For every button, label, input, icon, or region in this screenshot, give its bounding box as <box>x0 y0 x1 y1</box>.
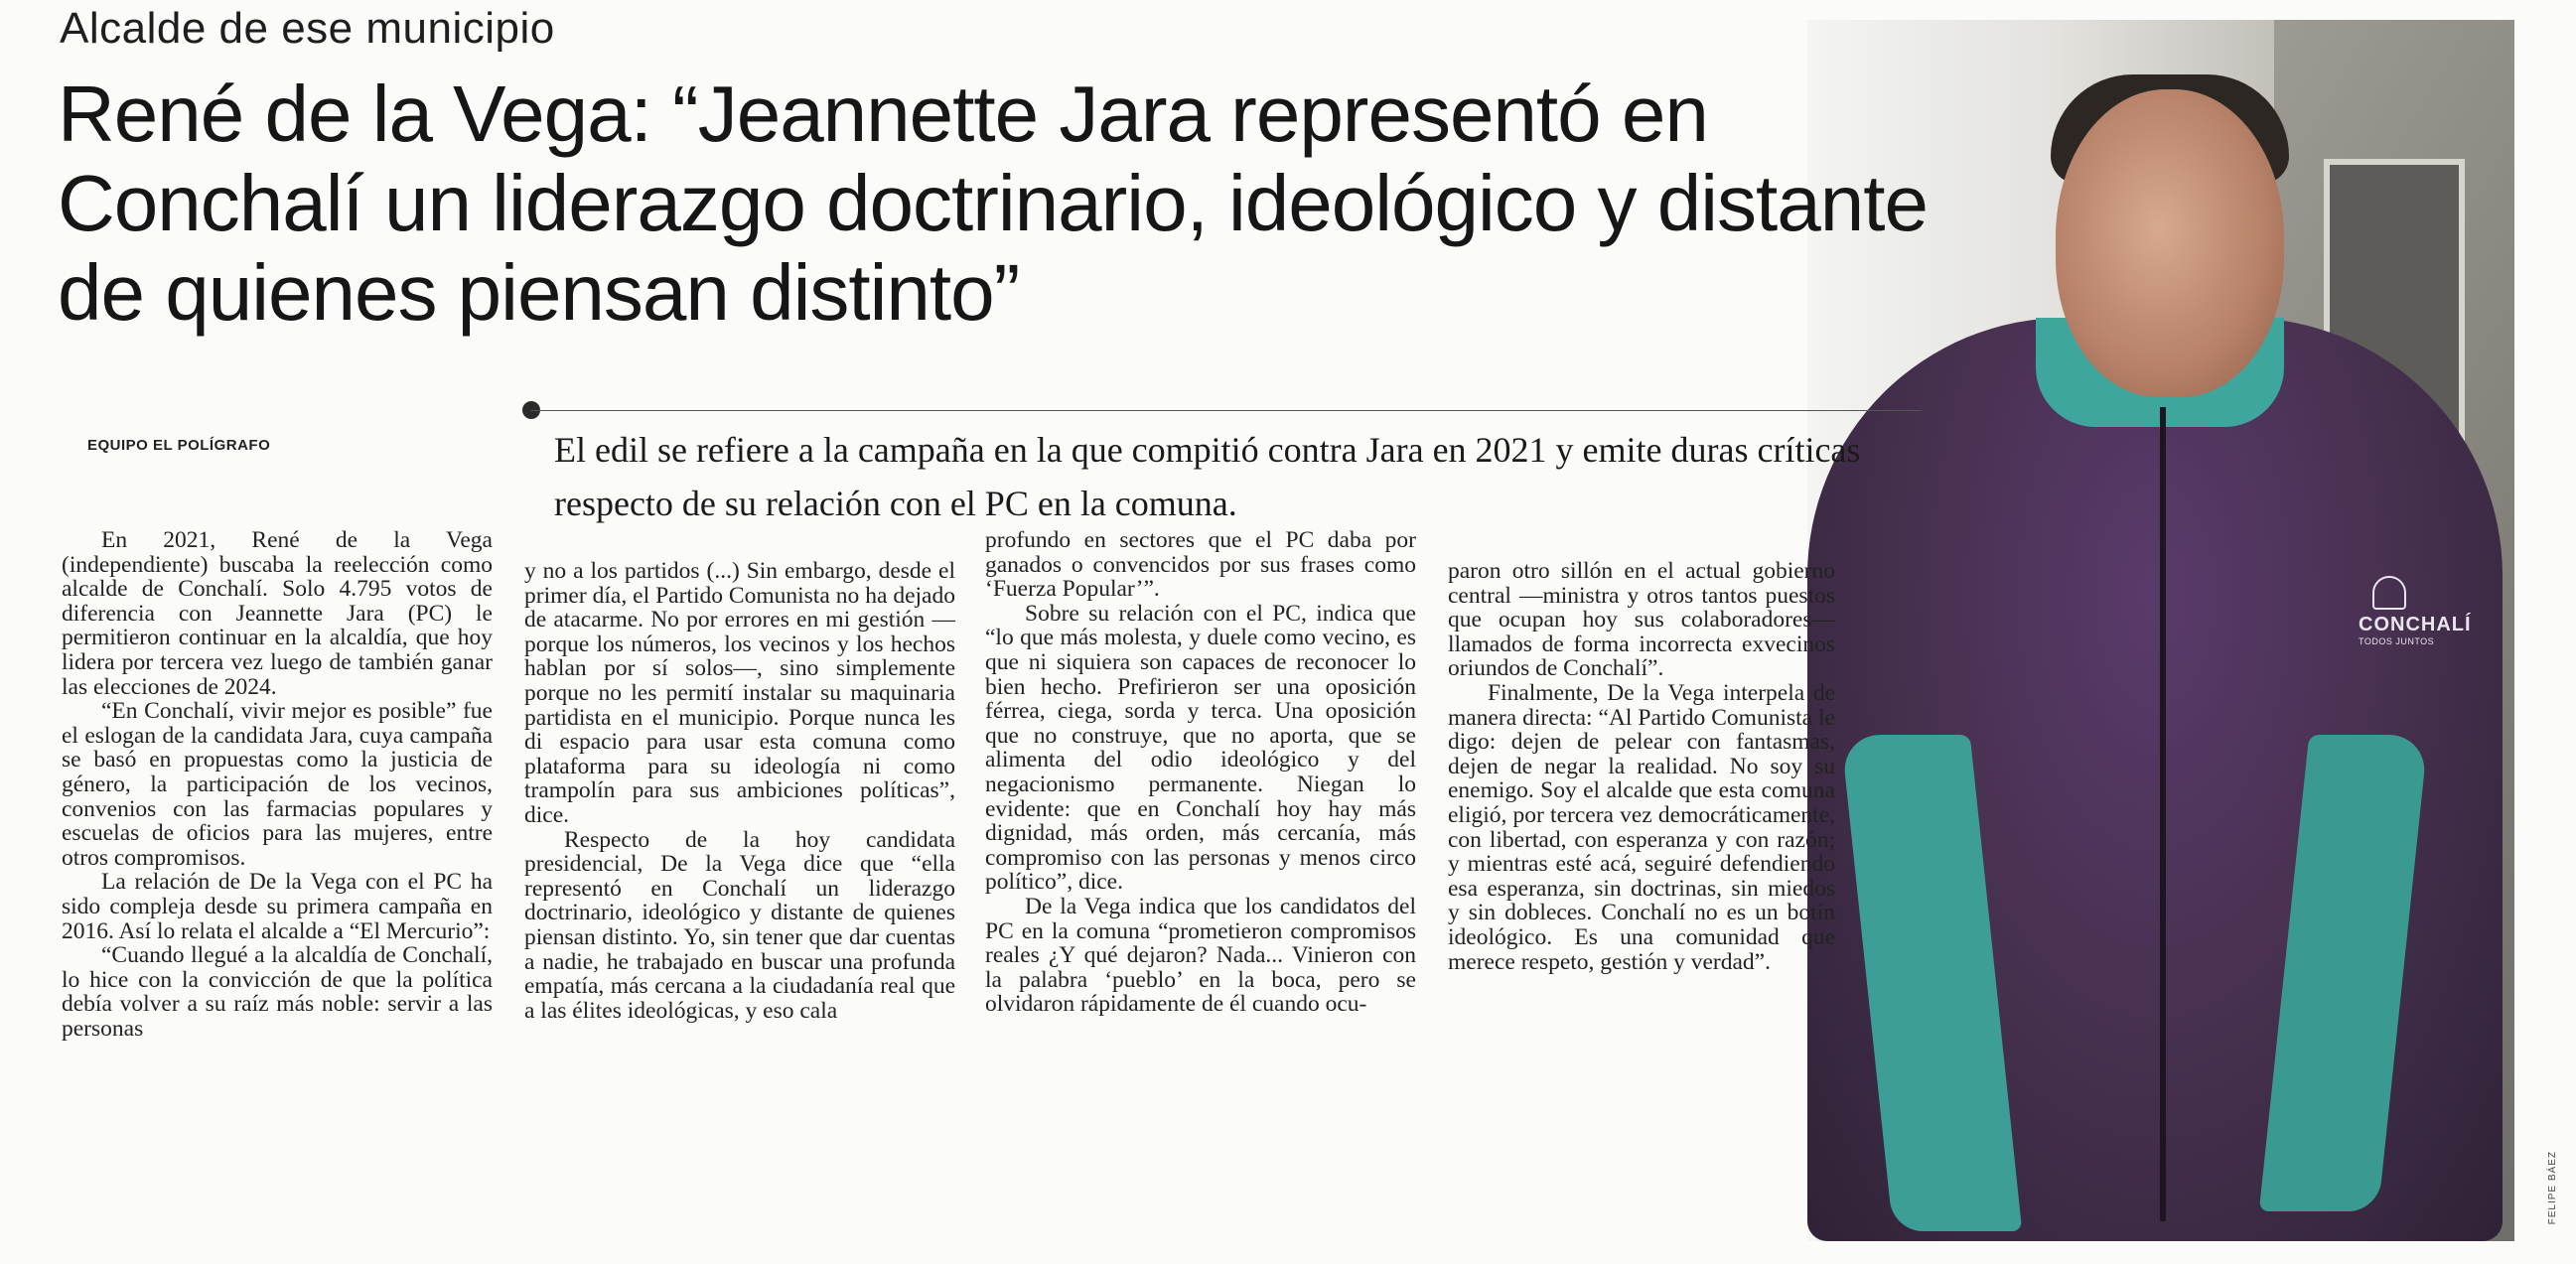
jacket-logo <box>2359 576 2472 646</box>
jacket-zipper <box>2160 407 2166 1221</box>
paragraph: Respecto de la hoy candidata presidencial, De la Vega dice que “ella representó en Conchalí un liderazgo doctrinario, ideológico y distante de quienes piensan distinto. Yo, sin tener que dar cuentas a nadie, he trabajado en buscar una profunda empatía, más cercana a la ciudadanía real que a las élites ideológicas, y eso cala <box>524 826 955 1024</box>
headline: René de la Vega: “Jeannette Jara representó en Conchalí un liderazgo doctrinario, ideológico y distante de quienes piensan distinto” <box>58 70 1928 337</box>
paragraph: “Cuando llegué a la alcaldía de Conchalí, lo hice con la convicción de que la política debía volver a su raíz más noble: servir a las personas <box>62 942 493 1042</box>
conchali-emblem-icon <box>2372 576 2406 610</box>
photo-jacket <box>1807 318 2503 1241</box>
paragraph: “En Conchalí, vivir mejor es posible” fue el eslogan de la candidata Jara, cuya campaña se basó en propuestas como la justicia de género, la participación de los vecinos, convenios con las farmacias populares y escuelas de oficios para las mujeres, entre otros compromisos. <box>62 698 493 871</box>
jacket-teal-panel-left <box>1841 735 2023 1231</box>
text-column-2 <box>524 559 955 1023</box>
paragraph: profundo en sectores que el PC daba por ganados o convencidos por sus frases como ‘Fuerza Popular’”. <box>985 527 1416 603</box>
paragraph: Finalmente, De la Vega interpela de manera directa: “Al Partido Comunista le digo: dejen de pelear con fantasmas, dejen de negar la realidad. No soy su enemigo. Soy el alcalde que esta comuna eligió, por tercera vez democráticamente, con libertad, con esperanza y con razón; y mientras esté acá, seguiré defendiendo esa esperanza, sin doctrinas, sin miedos y sin dobleces. Conchalí no es un botín ideológico. Es una comunidad que merece respeto, gestión y verdad”. <box>1448 679 1835 975</box>
byline: EQUIPO EL POLÍGRAFO <box>87 437 271 454</box>
paragraph: paron otro sillón en el actual gobierno central —ministra y otros tantos puestos que ocupan hoy sus colaboradores— llamados de forma incorrecta exvecinos oriundos de Conchalí”. <box>1448 558 1835 682</box>
photo-head <box>2056 89 2284 397</box>
jacket-logo-subtext: TODOS JUNTOS <box>2359 636 2435 646</box>
photo-credit: FELIPE BÁEZ <box>2547 1150 2558 1224</box>
text-column-3 <box>985 528 1416 1017</box>
jacket-teal-panel-right <box>2259 735 2428 1211</box>
paragraph: Sobre su relación con el PC, indica que “lo que más molesta, y duele como vecino, es que ni siquiera son capaces de reconocer lo bien hecho. Prefirieron ser una oposición férrea, ciega, sorda y terca. Una oposición que no construye, que no aporta, que se alimenta del odio ideológico y del negacionismo permanente. Niegan lo evidente: que en Conchalí hoy hay más dignidad, más orden, más cercanía, más compromiso con las personas y menos circo político”, dice. <box>985 600 1416 896</box>
summary-rule <box>531 410 1922 411</box>
summary: El edil se refiere a la campaña en la que compitió contra Jara en 2021 y emite duras críticas respecto de su relación con el PC en la comuna. <box>554 430 1861 523</box>
kicker: Alcalde de ese municipio <box>60 4 555 53</box>
jacket-logo-text: CONCHALÍ <box>2359 614 2472 635</box>
paragraph: La relación de De la Vega con el PC ha sido compleja desde su primera campaña en 2016. Así lo relata el alcalde a “El Mercurio”: <box>62 869 493 944</box>
paragraph: y no a los partidos (...) Sin embargo, desde el primer día, el Partido Comunista no ha dejado de atacarme. No por errores en mi gestión —porque los números, los vecinos y los hechos hablan por sí solos—, sino simplemente porque no les permití instalar su maquinaria partidista en el municipio. Porque nunca les di espacio para usar esta comuna como plataforma para su ideología ni como trampolín para sus ambiciones políticas”, dice. <box>524 558 955 828</box>
paragraph: De la Vega indica que los candidatos del PC en la comuna “prometieron compromisos reales ¿Y qué dejaron? Nada... Vinieron con la palabra ‘pueblo’ en la boca, pero se olvidaron rápidamente de él cuando ocu- <box>985 893 1416 1018</box>
paragraph: En 2021, René de la Vega (independiente) buscaba la reelección como alcalde de Conchalí. Solo 4.795 votos de diferencia con Jeannette Jara (PC) le permitieron continuar en la alcaldía, que hoy lidera por tercera vez luego de también ganar las elecciones de 2024. <box>62 527 493 700</box>
text-column-4 <box>1448 559 1835 974</box>
text-column-1 <box>62 528 493 1041</box>
